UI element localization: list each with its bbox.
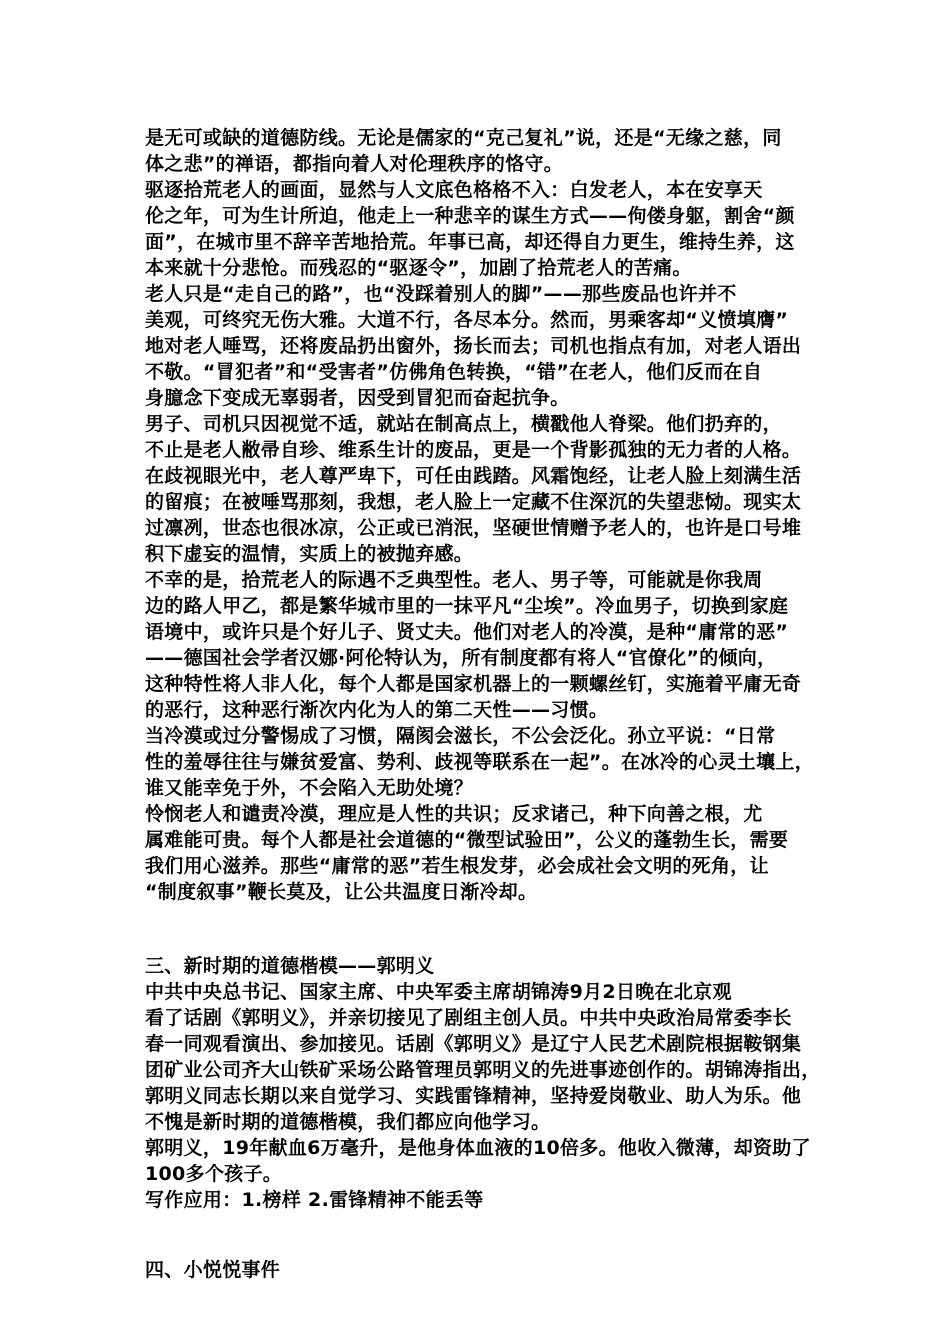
- text-line: 伦之年，可为生计所迫，他走上一种悲辛的谋生方式——佝偻身躯，割舍“颜: [145, 205, 795, 227]
- text-line: 身臆念下变成无辜弱者，因受到冒犯而奋起抗争。: [145, 387, 570, 409]
- text-line: 怜悯老人和谴责冷漠，理应是人性的共识；反求诸己，种下向善之根，尤: [145, 803, 763, 825]
- text-line: 性的羞辱往往与嫌贫爱富、势利、歧视等联系在一起”。在冰冷的心灵土壤上，: [145, 751, 814, 773]
- text-line: 谁又能幸免于外，不会陷入无助处境？: [145, 777, 474, 799]
- text-line: 看了话剧《郭明义》，并亲切接见了剧组主创人员。中共中央政治局常委李长: [145, 1007, 792, 1029]
- text-line: 过凛冽，世态也很冰凉，公正或已消泯，坚硬世情赠予老人的，也许是口号堆: [145, 517, 802, 539]
- text-line: 老人只是“走自己的路”，也“没踩着别人的脚”——那些废品也许并不: [145, 283, 737, 305]
- text-line: 是无可或缺的道德防线。无论是儒家的“克己复礼”说，还是“无缘之慈，同: [145, 127, 782, 149]
- text-line: 团矿业公司齐大山铁矿采场公路管理员郭明义的先进事迹创作的。胡锦涛指出，: [145, 1059, 821, 1081]
- text-line: 郭明义同志长期以来自觉学习、实践雷锋精神，坚持爱岗敬业、助人为乐。他: [145, 1085, 802, 1107]
- text-line: 语境中，或许只是个好儿子、贤丈夫。他们对老人的冷漠，是种“庸常的恶”: [145, 621, 789, 643]
- text-line: 体之悲”的禅语，都指向着人对伦理秩序的恪守。: [145, 153, 564, 175]
- text-line: 当冷漠或过分警惕成了习惯，隔阂会滋长，不公会泛化。孙立平说：“日常: [145, 725, 776, 747]
- text-line: 边的路人甲乙，都是繁华城市里的一抹平凡“尘埃”。冷血男子，切换到家庭: [145, 595, 789, 617]
- text-line: 这种特性将人非人化，每个人都是国家机器上的一颗螺丝钉，实施着平庸无奇: [145, 673, 802, 695]
- text-line: 的恶行，这种恶行渐次内化为人的第二天性——习惯。: [145, 699, 609, 721]
- text-line: 我们用心滋养。那些“庸常的恶”若生根发芽，必会成社会文明的死角，让: [145, 855, 769, 877]
- text-line: 积下虚妄的温情，实质上的被抛弃感。: [145, 543, 474, 565]
- text-line: 不敬。“冒犯者”和“受害者”仿佛角色转换，“错”在老人，他们反而在自: [145, 361, 763, 383]
- text-line: 不幸的是，拾荒老人的际遇不乏典型性。老人、男子等，可能就是你我周: [145, 569, 763, 591]
- text-line: 不止是老人敝帚自珍、维系生计的废品，更是一个背影孤独的无力者的人格。: [145, 439, 802, 461]
- text-line: 不愧是新时期的道德楷模，我们都应向他学习。: [145, 1111, 551, 1133]
- text-line: 写作应用：1.榜样 2.雷锋精神不能丢等: [145, 1189, 484, 1211]
- section-heading: 三、新时期的道德楷模——郭明义: [145, 955, 435, 977]
- text-line: 驱逐拾荒老人的画面，显然与人文底色格格不入：白发老人，本在安享天: [145, 179, 763, 201]
- text-line: 郭明义，19年献血6万毫升，是他身体血液的10倍多。他收入微薄，却资助了: [145, 1137, 811, 1159]
- text-line: 的留痕；在被唾骂那刻，我想，老人脸上一定藏不住深沉的失望悲恸。现实太: [145, 491, 802, 513]
- text-line: 地对老人唾骂，还将废品扔出窗外，扬长而去；司机也指点有加，对老人语出: [145, 335, 802, 357]
- text-line: 美观，可终究无伤大雅。大道不行，各尽本分。然而，男乘客却“义愤填膺”: [145, 309, 789, 331]
- text-line: 面”，在城市里不辞辛苦地拾荒。年事已高，却还得自力更生，维持生养，这: [145, 231, 795, 253]
- text-line: 本来就十分悲怆。而残忍的“驱逐令”，加剧了拾荒老人的苦痛。: [145, 257, 692, 279]
- text-line: 男子、司机只因视觉不适，就站在制高点上，横戳他人脊梁。他们扔弃的，: [145, 413, 782, 435]
- text-line: 属难能可贵。每个人都是社会道德的“微型试验田”，公义的蓬勃生长，需要: [145, 829, 789, 851]
- text-line: “制度叙事”鞭长莫及，让公共温度日渐冷却。: [145, 881, 538, 903]
- text-line: 中共中央总书记、国家主席、中央军委主席胡锦涛9月2日晚在北京观: [145, 981, 732, 1003]
- text-line: 春一同观看演出、参加接见。话剧《郭明义》是辽宁人民艺术剧院根据鞍钢集: [145, 1033, 802, 1055]
- text-line: 在歧视眼光中，老人尊严卑下，可任由践踏。风霜饱经，让老人脸上刻满生活: [145, 465, 802, 487]
- text-line: ——德国社会学者汉娜·阿伦特认为，所有制度都有将人“官僚化”的倾向，: [145, 647, 777, 669]
- section-heading: 四、小悦悦事件: [145, 1259, 281, 1281]
- text-line: 100多个孩子。: [145, 1163, 283, 1185]
